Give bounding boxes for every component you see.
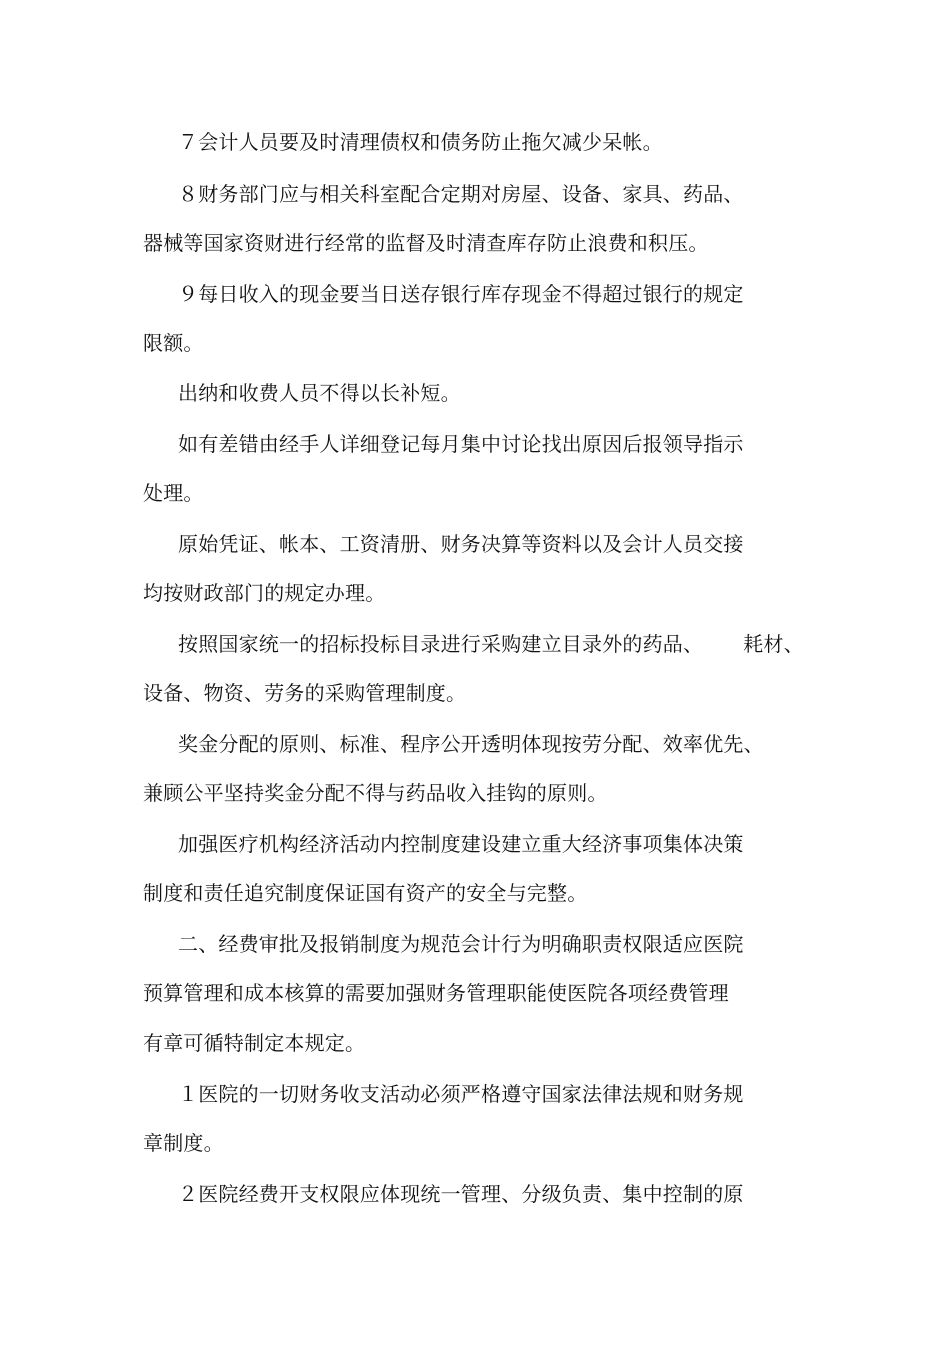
text-line-11 [178,630,804,658]
text-line-2: ８财务部门应与相关科室配合定期对房屋、设备、家具、药品、 [178,182,744,206]
text-line-11-part-a: 按照国家统一的招标投标目录进行采购建立目录外的药品、 [178,632,704,656]
text-line-13: 奖金分配的原则、标准、程序公开透明体现按劳分配、效率优先、 [178,732,764,756]
text-line-17: 二、经费审批及报销制度为规范会计行为明确职责权限适应医院 [178,932,744,956]
text-line-9: 原始凭证、帐本、工资清册、财务决算等资料以及会计人员交接 [178,532,744,556]
text-line-4: ９每日收入的现金要当日送存银行库存现金不得超过银行的规定 [178,282,744,306]
text-line-19: 有章可循特制定本规定。 [143,1031,366,1055]
text-line-14: 兼顾公平坚持奖金分配不得与药品收入挂钩的原则。 [143,781,608,805]
text-line-3: 器械等国家资财进行经常的监督及时清查库存防止浪费和积压。 [143,231,709,255]
text-line-10: 均按财政部门的规定办理。 [143,581,386,605]
text-line-21: 章制度。 [143,1131,224,1155]
text-line-12: 设备、物资、劳务的采购管理制度。 [143,681,467,705]
text-line-22: ２医院经费开支权限应体现统一管理、分级负责、集中控制的原 [178,1182,744,1206]
text-line-20: １医院的一切财务收支活动必须严格遵守国家法律法规和财务规 [178,1082,744,1106]
text-line-8: 处理。 [143,481,204,505]
text-line-16: 制度和责任追究制度保证国有资产的安全与完整。 [143,881,588,905]
text-line-18: 预算管理和成本核算的需要加强财务管理职能使医院各项经费管理 [143,981,729,1005]
text-line-11-part-b: 耗材、 [743,632,804,656]
text-line-7: 如有差错由经手人详细登记每月集中讨论找出原因后报领导指示 [178,432,744,456]
text-line-5: 限额。 [143,331,204,355]
text-line-6: 出纳和收费人员不得以长补短。 [178,381,461,405]
text-line-1: ７会计人员要及时清理债权和债务防止拖欠减少呆帐。 [178,130,663,154]
text-line-15: 加强医疗机构经济活动内控制度建设建立重大经济事项集体决策 [178,832,744,856]
